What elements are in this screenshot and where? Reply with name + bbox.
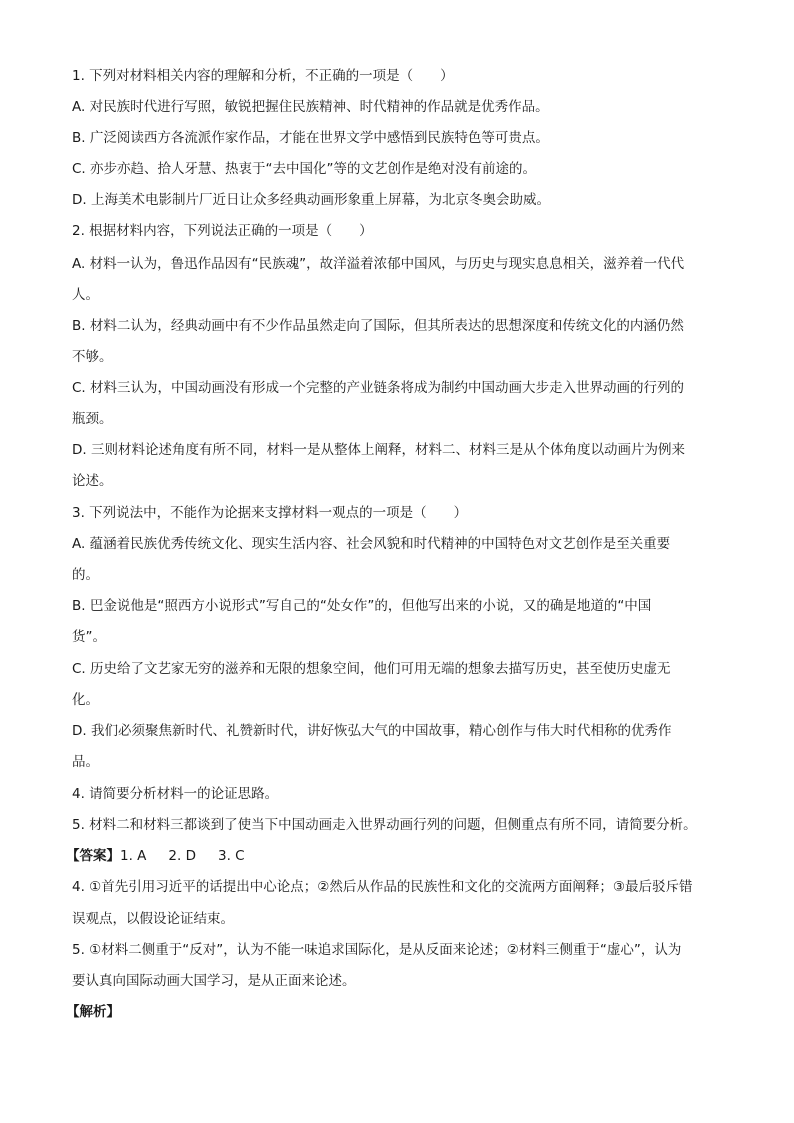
question-3-option-d-cont: 品。 — [72, 754, 99, 770]
question-2-option-d-cont: 论述。 — [72, 473, 113, 489]
answer-label: 【答案】 — [66, 848, 120, 864]
question-2-option-b-cont: 不够。 — [72, 349, 113, 365]
question-1-option-c: C. 亦步亦趋、拾人牙慧、热衷于“去中国化”等的文艺创作是绝对没有前途的。 — [72, 161, 536, 177]
question-3-option-a: A. 蕴涵着民族优秀传统文化、现实生活内容、社会风貌和时代精神的中国特色对文艺创作是至关重要 — [72, 536, 671, 552]
answer-5-line-2: 要认真向国际动画大国学习，是从正面来论述。 — [72, 973, 356, 989]
question-1-stem: 1. 下列对材料相关内容的理解和分析，不正确的一项是（ ） — [72, 68, 454, 84]
question-5-stem: 5. 材料二和材料三都谈到了使当下中国动画走入世界动画行列的问题，但侧重点有所不同，请简要分析。 — [72, 817, 697, 833]
question-3-stem: 3. 下列说法中，不能作为论据来支撑材料一观点的一项是（ ） — [72, 505, 468, 521]
question-2-option-c: C. 材料三认为，中国动画没有形成一个完整的产业链条将成为制约中国动画大步走入世界动画的行列的 — [72, 380, 685, 396]
answer-1: 1. A — [120, 848, 147, 864]
question-2-stem: 2. 根据材料内容，下列说法正确的一项是（ ） — [72, 223, 373, 239]
question-3-option-a-cont: 的。 — [72, 567, 99, 583]
question-1-option-d: D. 上海美术电影制片厂近日让众多经典动画形象重上屏幕，为北京冬奥会助威。 — [72, 192, 550, 208]
question-2-option-c-cont: 瓶颈。 — [72, 411, 113, 427]
question-2-option-a: A. 材料一认为，鲁迅作品因有“民族魂”，故洋溢着浓郁中国风，与历史与现实息息相关，滋养着一代代 — [72, 256, 685, 272]
analysis-label: 【解析】 — [66, 1004, 120, 1020]
answer-key-row — [66, 847, 718, 865]
question-3-option-c: C. 历史给了文艺家无穷的滋养和无限的想象空间，他们可用无端的想象去描写历史，甚至使历史虚无 — [72, 661, 671, 677]
answer-5-line-1: 5. ①材料二侧重于“反对”，认为不能一味追求国际化，是从反面来论述；②材料三侧重于“虚心”，认为 — [72, 942, 682, 958]
answer-3: 3. C — [218, 848, 245, 864]
question-1-option-b: B. 广泛阅读西方各流派作家作品，才能在世界文学中感悟到民族特色等可贵点。 — [72, 130, 549, 146]
answer-4-line-2: 误观点，以假设论证结束。 — [72, 911, 234, 927]
answer-4-line-1: 4. ①首先引用习近平的话提出中心论点；②然后从作品的民族性和文化的交流两方面阐释；③最后驳斥错 — [72, 879, 693, 895]
question-3-option-b-cont: 货”。 — [72, 629, 106, 645]
question-2-option-a-cont: 人。 — [72, 287, 99, 303]
question-3-option-b: B. 巴金说他是“照西方小说形式”写自己的“处女作”的，但他写出来的小说，又的确是地道的“中国 — [72, 598, 652, 614]
answer-2: 2. D — [168, 848, 196, 864]
question-4-stem: 4. 请简要分析材料一的论证思路。 — [72, 786, 279, 802]
question-2-option-d: D. 三则材料论述角度有所不同，材料一是从整体上阐释，材料二、材料三是从个体角度以动画片为例来 — [72, 442, 685, 458]
question-2-option-b: B. 材料二认为，经典动画中有不少作品虽然走向了国际，但其所表达的思想深度和传统文化的内涵仍然 — [72, 318, 684, 334]
question-3-option-c-cont: 化。 — [72, 692, 99, 708]
question-3-option-d: D. 我们必须聚焦新时代、礼赞新时代，讲好恢弘大气的中国故事，精心创作与伟大时代相称的优秀作 — [72, 723, 672, 739]
question-1-option-a: A. 对民族时代进行写照，敏锐把握住民族精神、时代精神的作品就是优秀作品。 — [72, 99, 549, 115]
